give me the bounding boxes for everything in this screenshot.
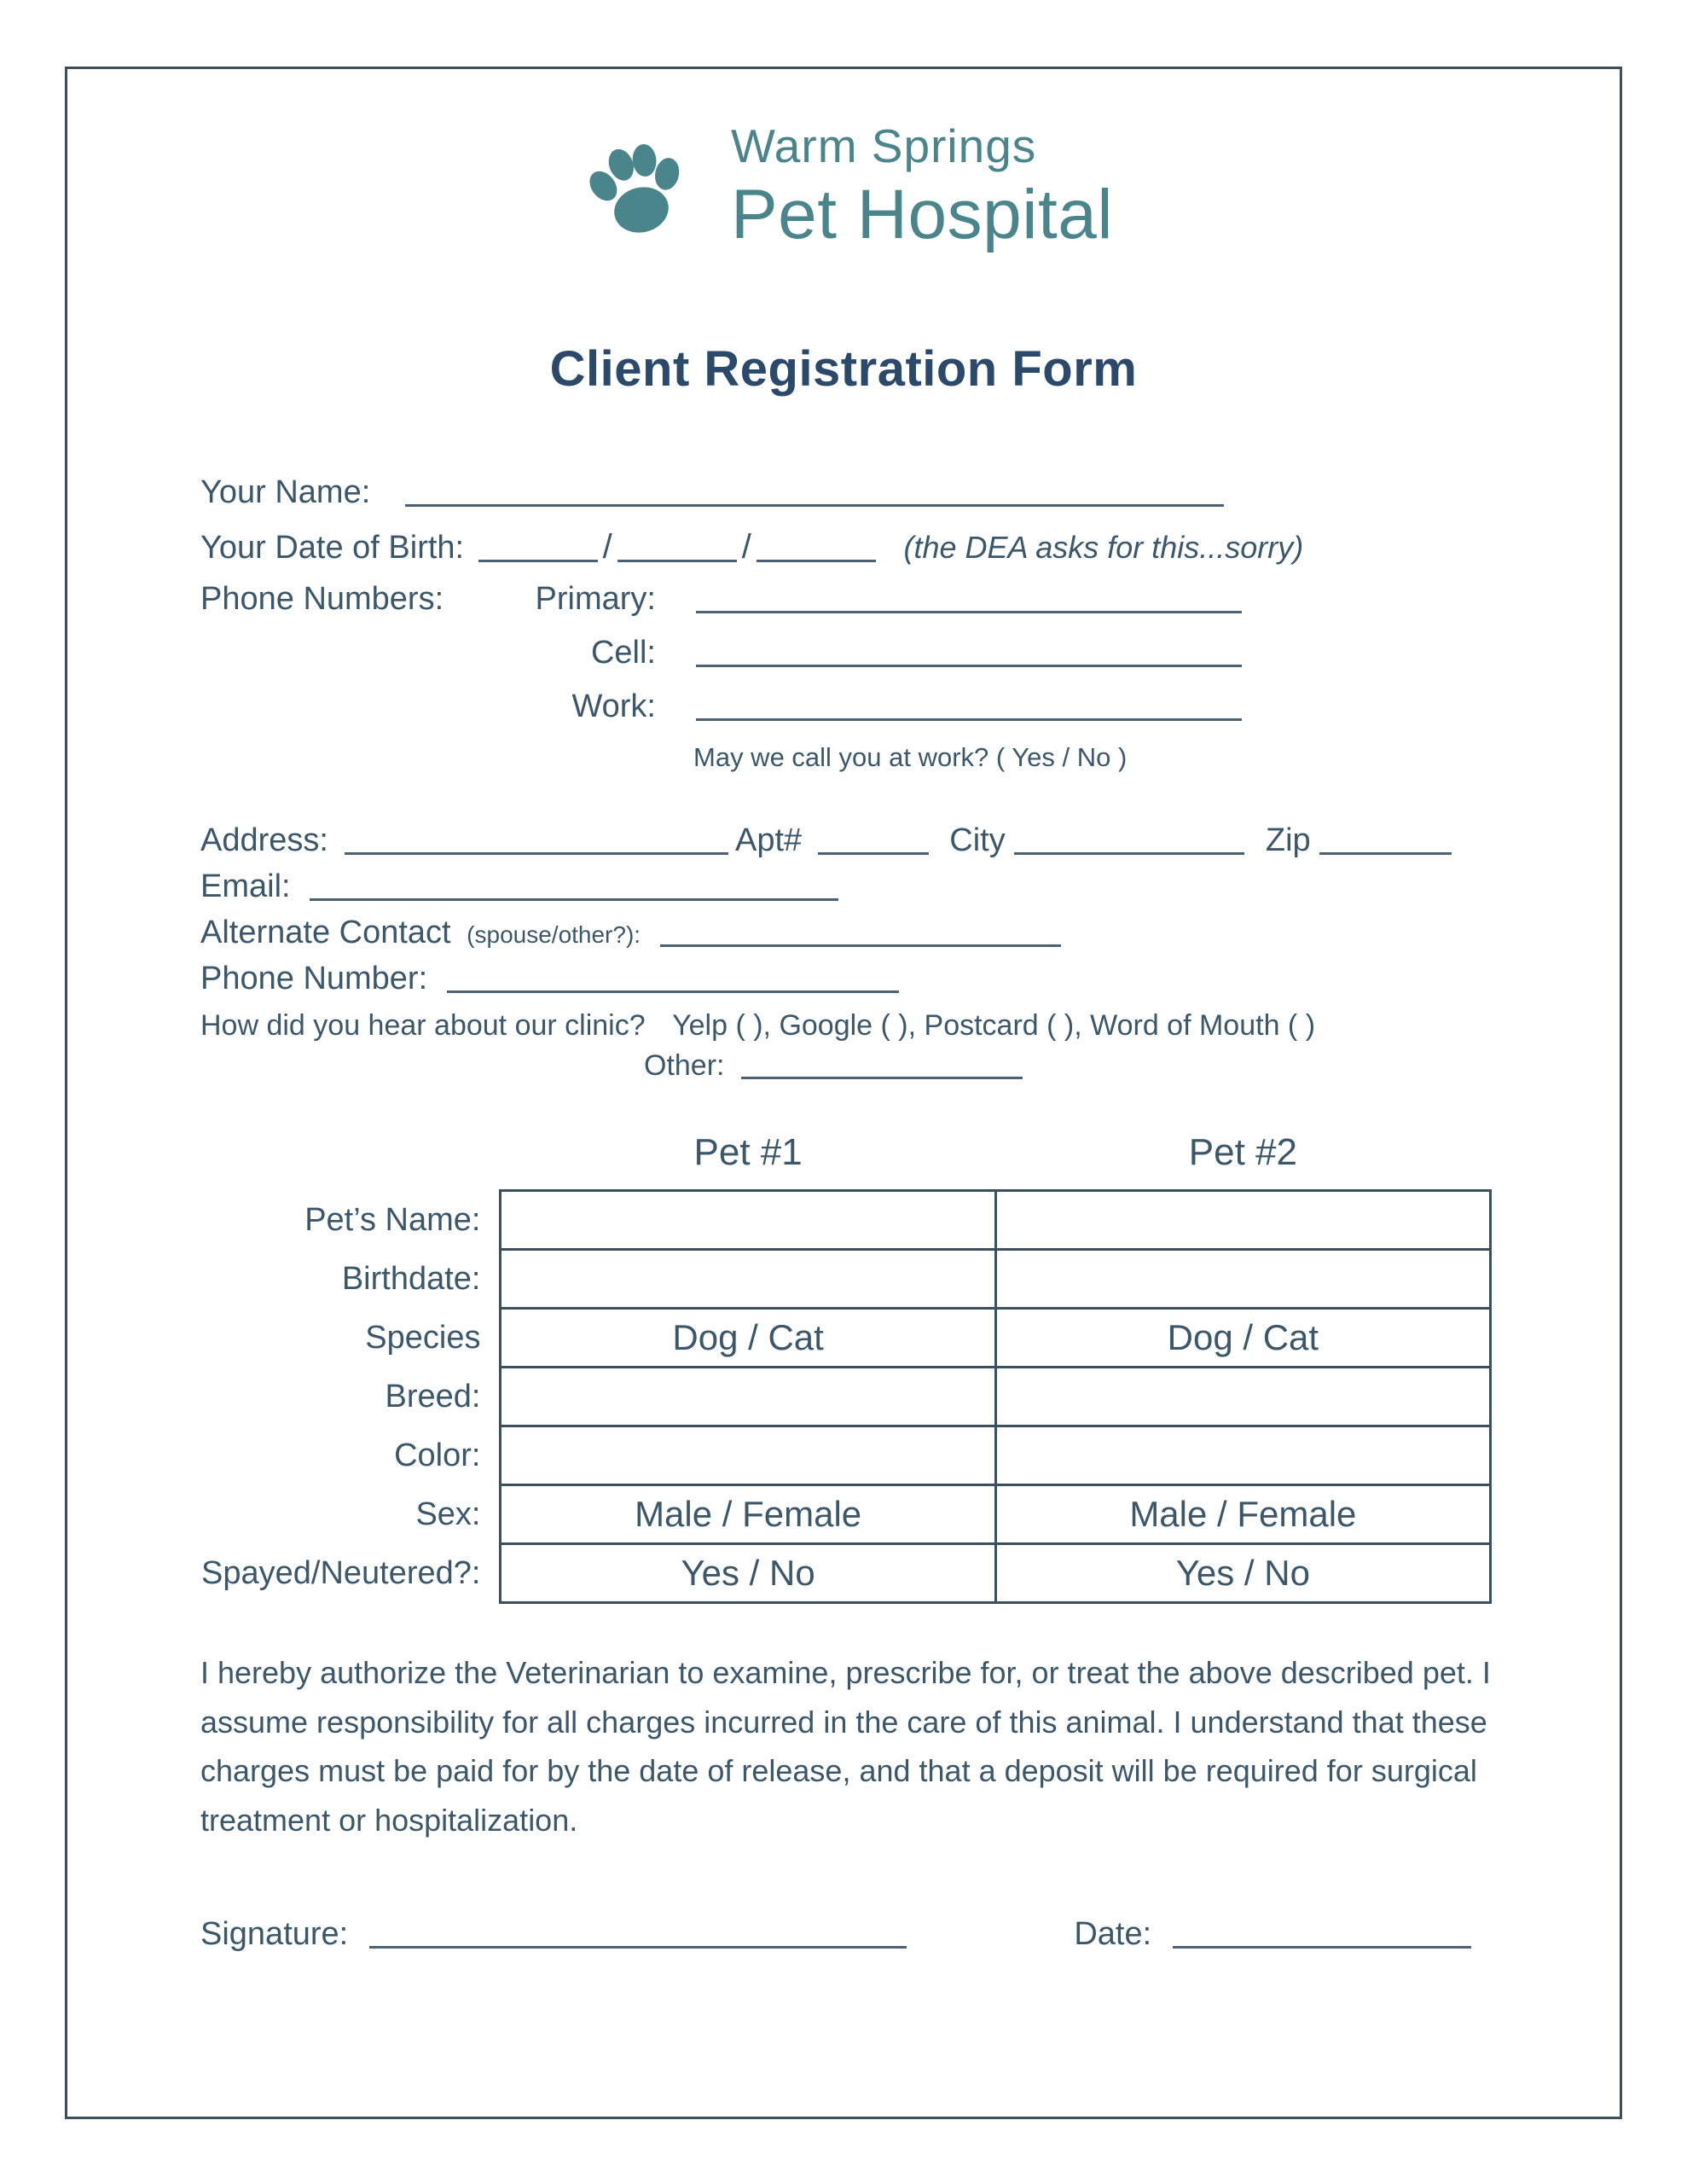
pet-table [200,1130,1492,1604]
address-row [200,822,1492,859]
pet1-breed-field[interactable] [501,1368,995,1426]
dob-day-field[interactable] [617,537,737,562]
your-name-field[interactable] [405,481,1224,507]
form-body [67,398,1620,1953]
breed-label: Breed: [385,1378,481,1414]
alt-contact-row [200,915,1492,951]
pet-table-corner [200,1130,501,1191]
alt-phone-row [200,961,1492,997]
dob-label: Your Date of Birth: [200,530,465,566]
email-label: Email: [200,868,291,904]
apt-label: Apt# [735,822,803,858]
color-label: Color: [394,1437,481,1473]
zip-label: Zip [1265,822,1311,858]
pet1-column-header: Pet #1 [693,1131,803,1173]
form-header [67,119,1620,398]
work-phone-field[interactable] [696,695,1242,721]
clinic-name-line2: Pet Hospital [730,176,1114,253]
dob-month-field[interactable] [478,537,598,562]
email-row [200,868,1492,905]
dob-note: (the DEA asks for this...sorry) [903,530,1304,565]
pet1-sex-field[interactable]: Male / Female [501,1485,995,1544]
cell-phone-field[interactable] [696,642,1242,667]
dob-separator: / [741,528,751,566]
table-row-spayed-neutered [200,1544,1491,1603]
alt-contact-field[interactable] [660,921,1061,947]
pet2-breed-field[interactable] [995,1368,1490,1426]
paw-icon [574,119,699,254]
birthdate-label: Birthdate: [341,1260,481,1297]
pet2-spayed-field[interactable]: Yes / No [995,1544,1490,1603]
clinic-logo [67,119,1620,255]
address-label: Address: [200,822,328,858]
dob-row [200,528,1492,566]
work-call-note: May we call you at work? ( Yes / No ) [693,742,1128,772]
hear-about-label: How did you hear about our clinic? [200,1009,646,1042]
signature-row [200,1916,1492,1953]
pet-table-header-row [200,1130,1491,1191]
phone-numbers-label: Phone Numbers: [200,581,444,617]
email-field[interactable] [310,875,838,901]
hear-other-row [644,1049,1492,1083]
city-label: City [949,822,1006,858]
species-label: Species [365,1319,481,1356]
table-row-color [200,1426,1491,1485]
table-row-species [200,1309,1491,1368]
pet1-birthdate-field[interactable] [501,1250,995,1309]
signature-label: Signature: [200,1916,349,1953]
your-name-label: Your Name: [200,474,371,510]
pet2-color-field[interactable] [995,1426,1490,1485]
alt-contact-label: Alternate Contact [200,915,451,950]
other-label: Other: [644,1049,725,1082]
work-label: Work: [571,688,656,724]
address-field[interactable] [345,829,728,855]
table-row-birthdate [200,1250,1491,1309]
dob-separator: / [602,528,612,566]
other-field[interactable] [741,1054,1023,1079]
hear-about-row [200,1009,1492,1043]
apt-field[interactable] [818,829,929,855]
dob-year-field[interactable] [757,537,876,562]
cell-label: Cell: [590,635,656,671]
phone-number-label: Phone Number: [200,961,428,996]
pet1-name-field[interactable] [501,1191,995,1250]
alt-phone-field[interactable] [447,967,899,993]
phone-cell-row [200,635,1492,671]
pet2-sex-field[interactable]: Male / Female [995,1485,1490,1544]
page-title: Client Registration Form [549,341,1138,397]
table-row-sex [200,1485,1491,1544]
phone-primary-row [200,581,1492,618]
pet1-color-field[interactable] [501,1426,995,1485]
pet1-species-field[interactable]: Dog / Cat [501,1309,995,1368]
pet1-spayed-field[interactable]: Yes / No [501,1544,995,1603]
spayed-neutered-label: Spayed/Neutered?: [201,1554,481,1591]
page-border [65,67,1622,2119]
primary-phone-field[interactable] [696,588,1242,613]
authorization-text: I hereby authorize the Veterinarian to examine, prescribe for, or treat the above described pet. I assume responsibility for all charges incurred in the care of this animal. I understand that these charges must be paid for by the date of release, and that a deposit will be required for surgical treatment or hospitalization. [200,1655,1491,1838]
pet2-birthdate-field[interactable] [995,1250,1490,1309]
phone-labels [200,581,656,618]
clinic-name [731,119,1113,255]
date-label: Date: [1074,1916,1152,1953]
table-row-pet-name [200,1191,1491,1250]
primary-label: Primary: [535,581,656,617]
pet2-name-field[interactable] [995,1191,1490,1250]
clinic-name-line1: Warm Springs [730,119,1037,172]
your-name-row [200,474,1492,511]
city-field[interactable] [1014,829,1244,855]
pet2-column-header: Pet #2 [1188,1131,1297,1173]
alt-contact-sublabel: (spouse/other?): [467,921,641,948]
hear-about-options: Yelp ( ), Google ( ), Postcard ( ), Word of Mouth ( ) [672,1009,1316,1042]
pet-name-label: Pet’s Name: [304,1201,481,1238]
phone-work-row [200,688,1492,725]
signature-field[interactable] [369,1923,907,1949]
pet2-species-field[interactable]: Dog / Cat [995,1309,1490,1368]
table-row-breed [200,1368,1491,1426]
zip-field[interactable] [1319,829,1452,855]
sex-label: Sex: [415,1496,481,1532]
date-field[interactable] [1173,1923,1471,1949]
